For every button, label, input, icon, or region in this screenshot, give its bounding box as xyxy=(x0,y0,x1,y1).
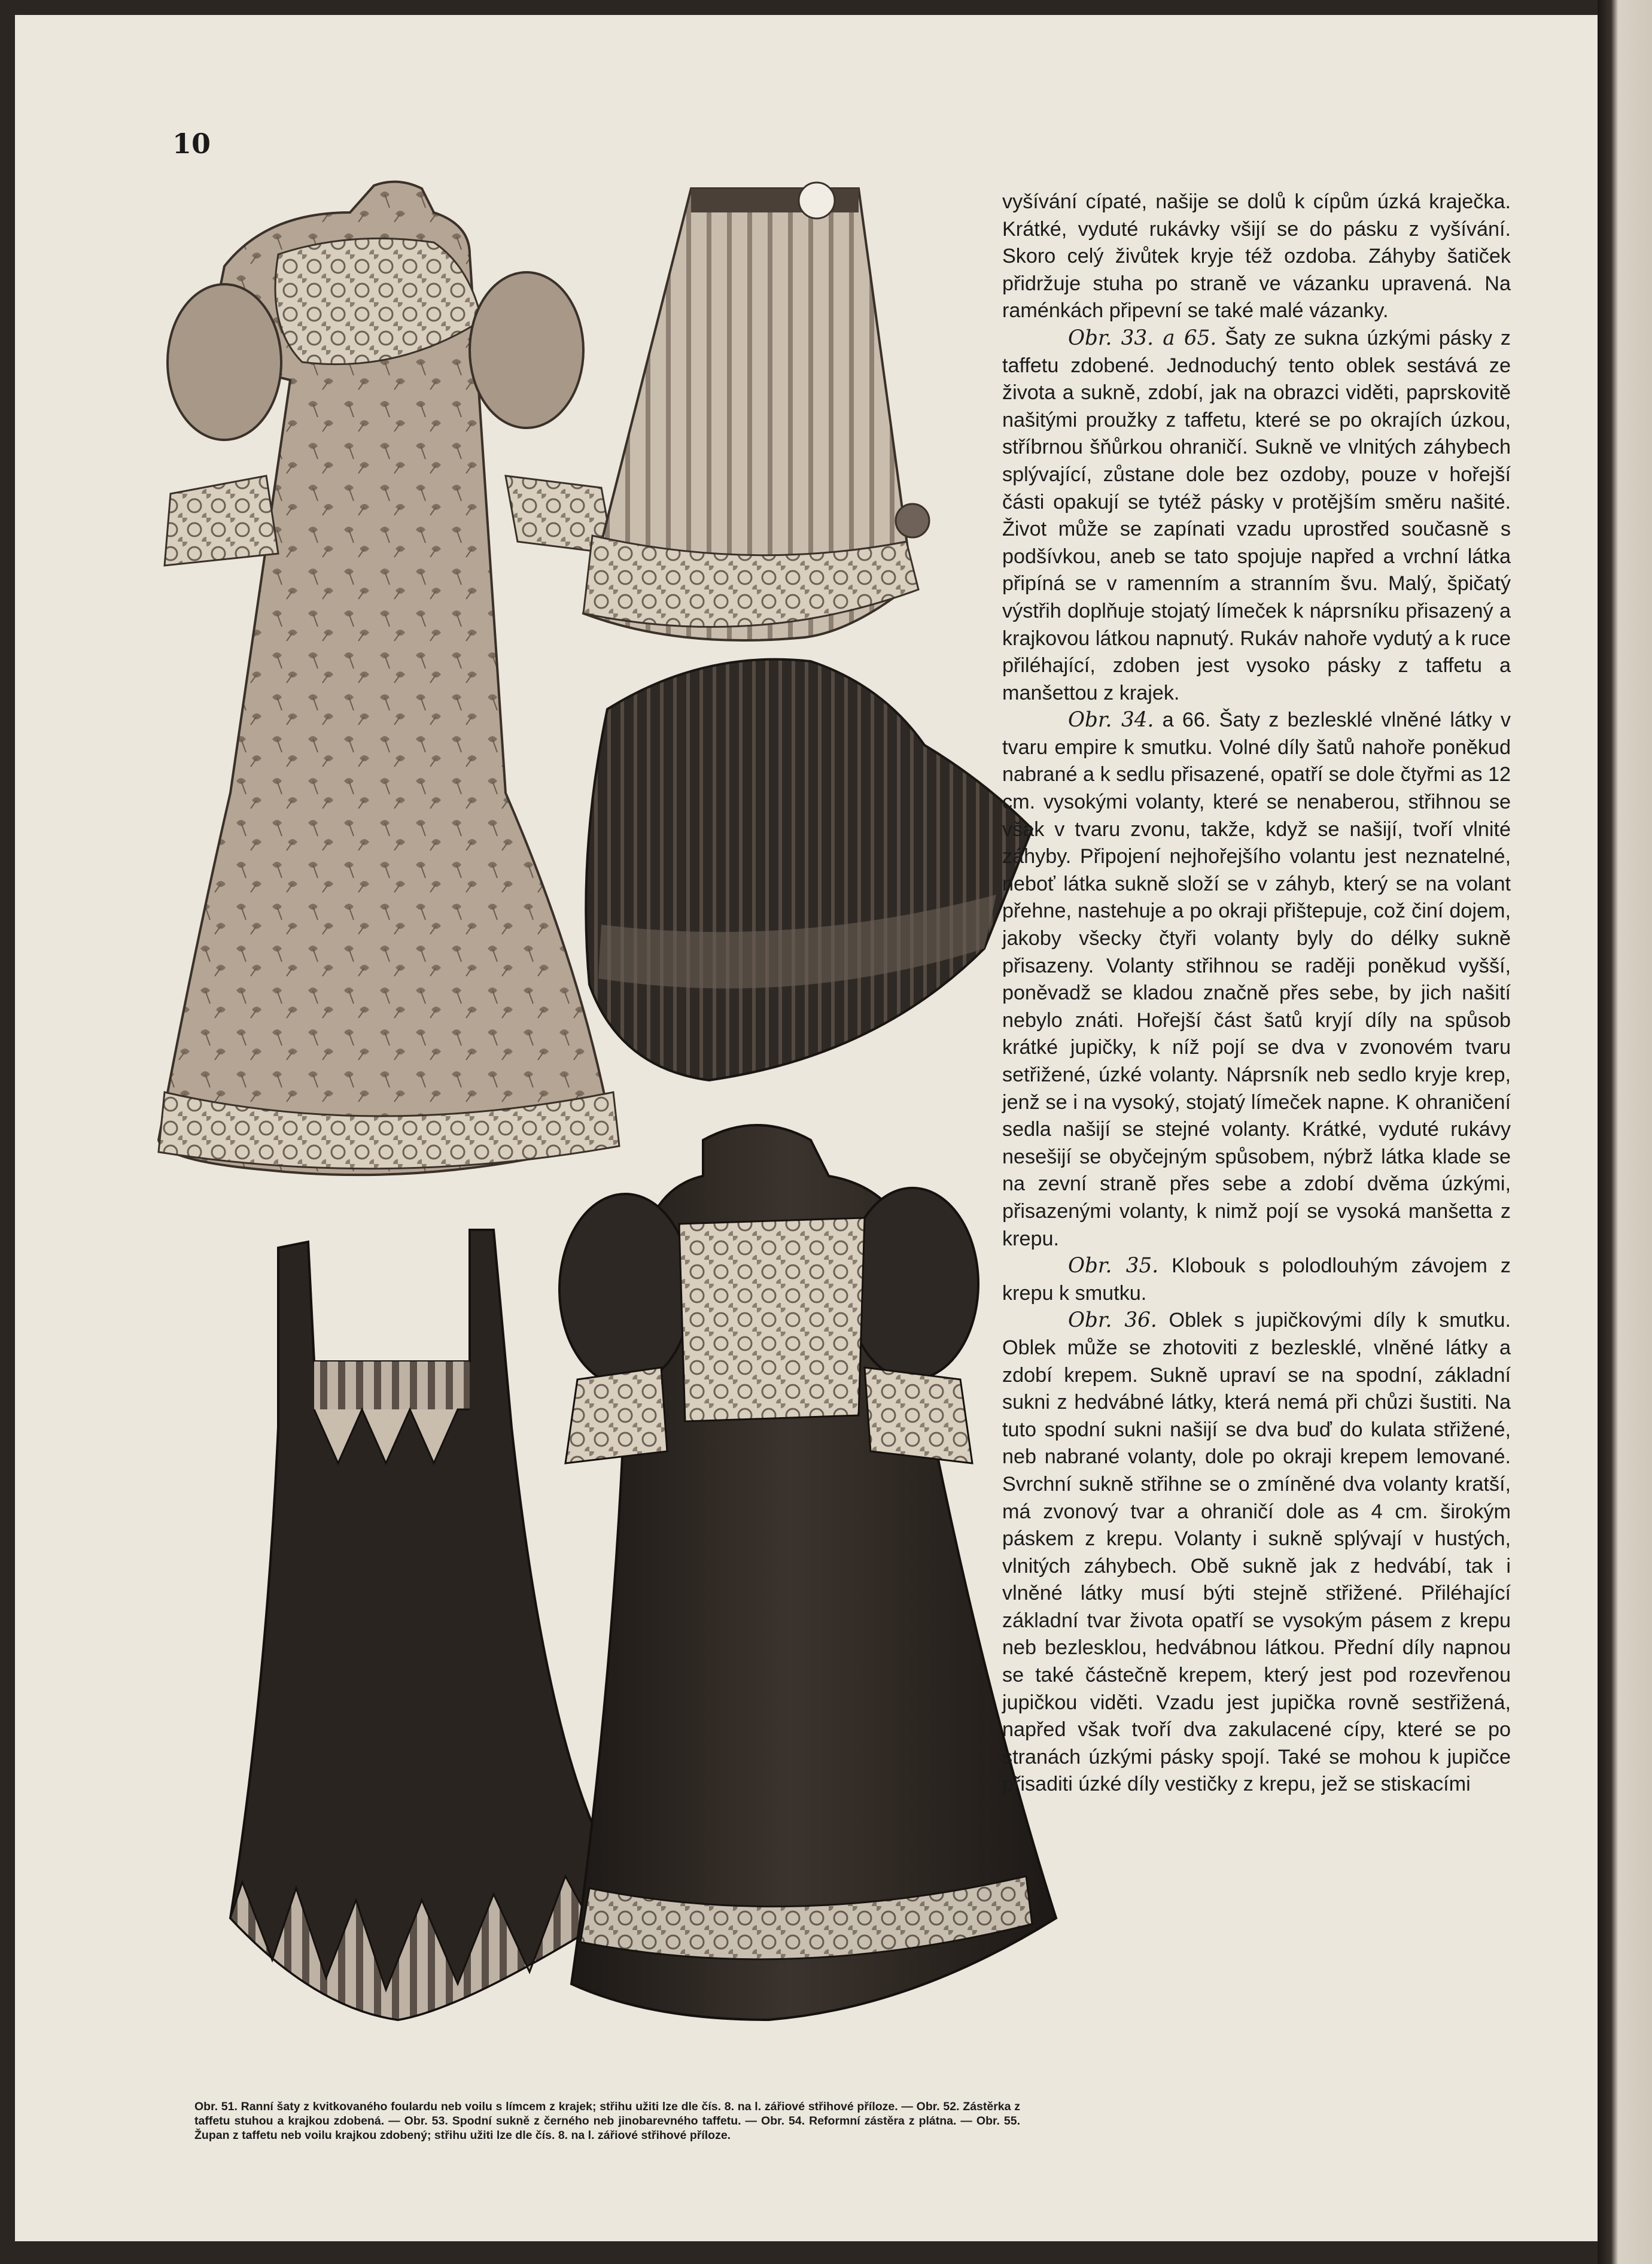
figure-dressing-gown xyxy=(559,1125,1056,2020)
paragraph-obr-33: Obr. 33. a 65. Šaty ze sukna úzkými pásky z taffetu zdobené. Jednoduchý tento oblek sestává ze života a sukně, zdobí, jak na obrazci viděti, paprskovitě našitými proužky z taffetu, které se po okrajích úzkou, stříbrnou šňůrkou ohraničí. Sukně ve vlnitých záhybech splývající, zůstane dole bez ozdoby, pouze v hořejší části opakují se tytéž pásky v protějším směru našité. Život může se zapínati vzadu uprostřed současně s podšívkou, aneb se tato spojuje napřed a vrchní látka připíná se v ramenním a stranním švu. Malý, špičatý výstřih doplňuje stojatý límeček k náprsníku přisazený a krajkovou látkou napnutý. Rukáv nahoře vydutý a k ruce přiléhající, zdoben jest vysoko pásky z taffetu a manšettou z krajek. xyxy=(1002,326,1511,704)
paragraph-obr-35: Obr. 35. Klobouk s polodlouhým závojem z krepu k smutku. xyxy=(1002,1254,1511,1305)
figure-petticoat xyxy=(586,660,1032,1080)
figure-caption: Obr. 51. Ranní šaty z kvitkovaného foulardu neb voilu s límcem z krajek; střihu užiti lze dle čís. 8. na l. zářiové střihové příloze. — Obr. 52. Zástěrka z taffetu stuhou a krajkou zdobená. — Obr. 53. Spodní sukně z černého neb jinobarevného taffetu. — Obr. 54. Reformní zástěra z plátna. — Obr. 55. Župan z taffetu neb voilu krajkou zdobený; střihu užiti lze dle čís. 8. na l. zářiové střihové příloze. xyxy=(194,2100,1020,2142)
figure-ref: Obr. 34. xyxy=(1068,708,1154,733)
next-page-edge xyxy=(1598,0,1652,2264)
page-number: 10 xyxy=(172,127,211,160)
figure-morning-dress xyxy=(159,182,619,1175)
figure-ref: Obr. 35. xyxy=(1068,1254,1159,1278)
paragraph-obr-34: Obr. 34. a 66. Šaty z bezlesklé vlněné látky v tvaru empire k smutku. Volné díly šatů nahoře poněkud nabrané a k sedlu přisazené, opatří se dole čtyřmi as 12 cm. vysokými volanty, které se nenaberou, střihnou se však v tvaru zvonu, takže, když se našijí, tvoří vlnité záhyby. Připojení nejhořejšího volantu jest neznatelné, neboť látka sukně složí se v záhyb, který se na volant přehne, nastehuje a po okraji přištepuje, což činí dojem, jakoby všecky čtyři volanty byly do délky sukně přisazeny. Volanty střihnou se raději poněkud vyšší, poněvadž se kladou značně přes sebe, by jich našití nebylo znáti. Hořejší část šatů kryjí díly na spůsob krátké jupičky, k níž pojí se dva v zvonovém tvaru setřižené, úzké volanty. Náprsník neb sedlo kryje krep, jenž se i na vysoký, stojatý límeček napne. K ohraničení sedla našijí se stejné volanty. Krátké, vyduté rukávy nesešijí se obyčejným spůsobem, nýbrž látka klade se na zevní straně přes sebe a zdobí dvěma úzkými, přisazenými volanty, k nimž pojí se vysoká manšetta z krepu. xyxy=(1002,708,1511,1250)
figure-apron xyxy=(583,183,929,640)
figure-ref: Obr. 33. a 65. xyxy=(1068,326,1217,350)
paragraph-1: vyšívání cípaté, našije se dolů k cípům úzká kraječka. Krátké, vyduté rukávky všijí se do pásku z vyšívání. Skoro celý živůtek kryje též ozdoba. Záhyby šatiček přidržuje stuha po straně ve vázanku upravená. Na raménkách připevní se také malé vázanky. xyxy=(1002,190,1511,323)
magazine-page xyxy=(15,15,1598,2241)
figure-ref: Obr. 36. xyxy=(1068,1308,1157,1333)
paragraph-obr-36: Obr. 36. Oblek s jupičkovými díly k smutku. Oblek může se zhotoviti z bezlesklé, vlněné látky a zdobí krepem. Sukně upraví se na spodní, základní sukni z hedvábné látky, která nemá při chůzi šustiti. Na tuto spodní sukni našijí se dva buď do kulata střižené, neb nabrané volanty, dole po okraji krepem lemované. Svrchní sukně střihne se o zmíněné dva volanty kratší, má zvonový tvar a ohraničí dole as 4 cm. širokým páskem z krepu. Volanty i sukně splývají v hustých, vlnitých záhybech. Obě sukně jak z hedvábí, tak i vlněné látky musí býti stejně střižené. Přiléhající základní tvar života opatří se vysokým pásem z krepu neb bezlesklou, hedvábnou látkou. Přední díly napnou se také částečně krepem, který jest pod rozevřenou jupičkou viděti. Vzadu jest jupička rovně sestřižená, napřed však tvoří dva zakulacené cípy, které se po stranách úzkými pásky spojí. Také se mohou k jupičce přisaditi úzké díly vestičky z krepu, jež se stiskacími xyxy=(1002,1308,1511,1796)
article-text xyxy=(1002,189,1511,1798)
